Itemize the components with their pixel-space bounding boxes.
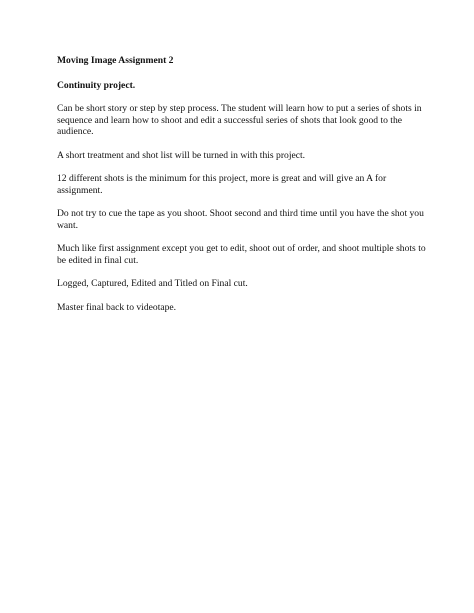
document-subtitle: Continuity project. — [57, 79, 136, 91]
document-body — [57, 55, 427, 325]
paragraph-editing — [57, 243, 427, 266]
paragraph-cue-tape — [57, 208, 427, 231]
paragraph-master — [57, 302, 427, 314]
paragraph-line: Master final back to videotape. — [57, 301, 177, 313]
paragraph-treatment — [57, 150, 427, 162]
paragraph-final-cut — [57, 278, 427, 290]
paragraph-line: 12 different shots is the minimum for this project, more is great and will give an A for — [57, 173, 387, 184]
paragraph-line: Logged, Captured, Edited and Titled on Final cut. — [57, 278, 248, 289]
paragraph-line: assignment. — [57, 184, 103, 196]
paragraph-shots-minimum — [57, 173, 427, 196]
document-title: Moving Image Assignment 2 — [57, 55, 174, 66]
paragraph-line: A short treatment and shot list will be turned in with this project. — [57, 149, 306, 161]
paragraph-line: Can be short story or step by step process. The student will learn how to put a series of shots in — [57, 103, 422, 114]
paragraph-line: want. — [57, 219, 79, 231]
paragraph-line: Much like first assignment except you get to edit, shoot out of order, and shoot multiple shots to — [57, 243, 426, 254]
paragraph-line: be edited in final cut. — [57, 254, 139, 266]
paragraph-line: sequence and learn how to shoot and edit a successful series of shots that look good to the — [57, 114, 403, 126]
paragraph-line: Do not try to cue the tape as you shoot. Shoot second and third time until you have the shot you — [57, 208, 424, 219]
paragraph-line: audience. — [57, 126, 94, 137]
paragraph-intro — [57, 103, 427, 138]
